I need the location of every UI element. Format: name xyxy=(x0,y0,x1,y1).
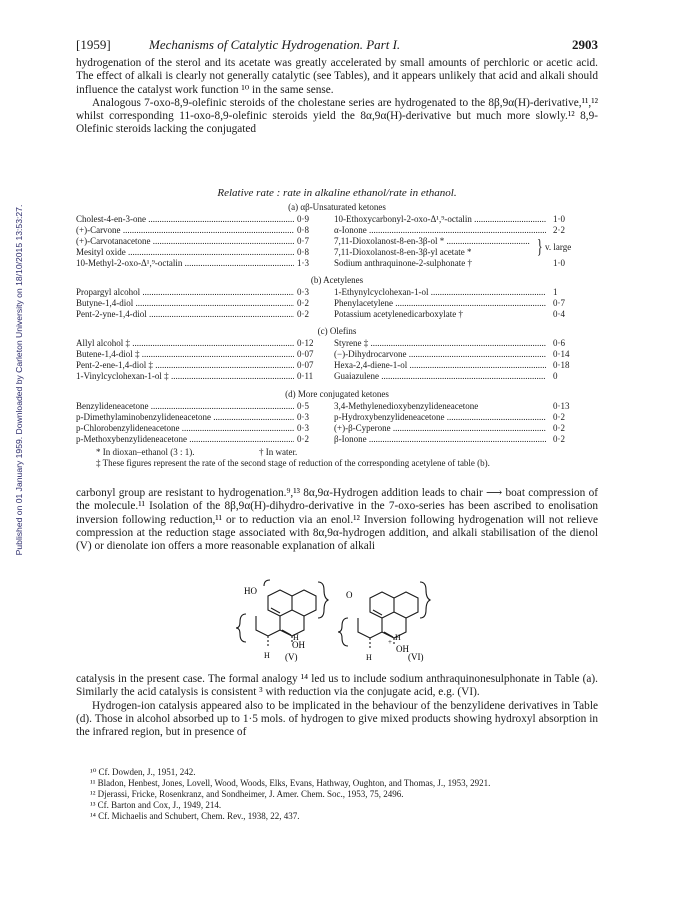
table-cell-value: 1·0 xyxy=(553,258,565,268)
table-cell-name: Propargyl alcohol ..... xyxy=(76,287,294,297)
header-year: [1959] xyxy=(76,37,111,52)
body-bottom xyxy=(76,673,598,739)
reference: ¹³ Cf. Barton and Cox, J., 1949, 214. xyxy=(90,800,222,810)
reference: ¹⁰ Cf. Dowden, J., 1951, 242. xyxy=(90,767,196,777)
table-cell-value: 1·3 xyxy=(297,258,309,268)
structure-V xyxy=(230,578,330,670)
table-title: Relative rate : rate in alkaline ethanol/rate in ethanol. xyxy=(217,187,457,199)
table-cell-name: Mesityl oxide ..... xyxy=(76,247,294,257)
table-cell-value: 0·6 xyxy=(553,338,565,348)
table-cell-name: Styrene ‡ ..... xyxy=(334,338,546,348)
reference: ¹¹ Bladon, Henbest, Jones, Lovell, Wood, Woods, Elks, Evans, Hathway, Oughton, and Thomas, J., 1953, 2921. xyxy=(90,778,491,788)
footnote-star: * In dioxan–ethanol (3 : 1). xyxy=(96,447,195,457)
table-cell-name: Pent-2-ene-1,4-diol ‡ ..... xyxy=(76,360,294,370)
table-cell-value: 0·5 xyxy=(297,401,309,411)
atom-label: H xyxy=(264,651,270,660)
table-cell-value: 0·2 xyxy=(553,412,565,422)
table-cell-name: 7,11-Dioxolanost-8-en-3β-yl acetate * xyxy=(334,247,472,257)
atom-label: O xyxy=(346,590,353,600)
paragraph: catalysis in the present case. The formal analogy ¹⁴ led us to include sodium anthraquinonesulphonate in Table (a). Similarly the acid catalysis is consistent ³ with reduction via the conjugate acid, e.g. (VI). xyxy=(76,673,598,699)
table-cell-value: 0 xyxy=(553,371,558,381)
table-cell-name: Guaiazulene ..... xyxy=(334,371,546,381)
table-cell-value: 0·8 xyxy=(297,247,309,257)
table-cell-value: 0·2 xyxy=(553,434,565,444)
table-cell-value: 0·14 xyxy=(553,349,570,359)
table-cell-value: 0·3 xyxy=(297,287,309,297)
table-cell-value: 0·07 xyxy=(297,360,314,370)
table-cell-value: 0·11 xyxy=(297,371,314,381)
table-cell-value: 0·3 xyxy=(297,423,309,433)
atom-label: H xyxy=(293,633,299,642)
table-cell-name: p-Chlorobenzylideneacetone ..... xyxy=(76,423,294,433)
table-cell-value: 0·9 xyxy=(297,214,309,224)
table-cell-name: Butene-1,4-diol ‡ ..... xyxy=(76,349,294,359)
table-cell-name: α-Ionone ..... xyxy=(334,225,546,235)
table-cell-value: 0·3 xyxy=(297,412,309,422)
atom-label: OH xyxy=(292,640,305,650)
table-section-label: (b) Acetylenes xyxy=(310,275,364,285)
paragraph: hydrogenation of the sterol and its acetate was greatly accelerated by small amounts of perchloric or acetic acid. The effect of alkali is clearly not generally catalytic (see Tables), and it appears unlikely that acid and alkali should influence the catalyst work function ¹⁰ in the same sense. xyxy=(76,57,598,96)
reference: ¹⁴ Cf. Michaelis and Schubert, Chem. Rev., 1938, 22, 437. xyxy=(90,811,300,821)
table-cell-name: 3,4-Methylenedioxybenzylideneacetone xyxy=(334,401,479,411)
table-cell-value: 0·2 xyxy=(297,298,309,308)
table-cell-name: Benzylideneacetone ..... xyxy=(76,401,294,411)
reference: ¹² Djerassi, Fricke, Rosenkranz, and Sondheimer, J. Amer. Chem. Soc., 1953, 75, 2496. xyxy=(90,789,404,799)
structure-VI xyxy=(336,578,446,670)
table-cell-value: 1 xyxy=(553,287,558,297)
table-cell-name: p-Dimethylaminobenzylideneacetone ..... xyxy=(76,412,294,422)
table-cell-value: 0·2 xyxy=(553,423,565,433)
table-cell-value: 0·18 xyxy=(553,360,570,370)
table-section-label: (a) αβ-Unsaturated ketones xyxy=(288,202,386,212)
paragraph: Analogous 7-oxo-8,9-olefinic steroids of the cholestane series are hydrogenated to the 8β,9α(H)-derivative,¹¹,¹² whilst corresponding 11-oxo-8,9-olefinic steroids yield the 8α,9α(H)-derivative but much more slowly.¹² 8,9-Olefinic steroids lacking the conjugated xyxy=(76,96,598,136)
table-cell-name: Sodium anthraquinone-2-sulphonate † xyxy=(334,258,472,268)
atom-label: H xyxy=(366,653,372,662)
table-cell-value: 2·2 xyxy=(553,225,565,235)
charge-label: + xyxy=(388,638,392,646)
table-section-label: (c) Olefins xyxy=(317,326,357,336)
body-mid xyxy=(76,487,598,553)
table-cell-value: 1·0 xyxy=(553,214,565,224)
table-cell-name: 10-Methyl-2-oxo-Δ¹,⁹-octalin ..... xyxy=(76,258,294,268)
table-cell-name: Butyne-1,4-diol ..... xyxy=(76,298,294,308)
table-cell-name: (−)-Dihydrocarvone ..... xyxy=(334,349,546,359)
table-cell-value: 0·2 xyxy=(297,434,309,444)
table-cell-name: Pent-2-yne-1,4-diol ..... xyxy=(76,309,294,319)
table-cell-name: 10-Ethoxycarbonyl-2-oxo-Δ¹,⁹-octalin ..... xyxy=(334,214,546,224)
table-cell-name: 1-Ethynylcyclohexan-1-ol ..... xyxy=(334,287,546,297)
table-cell-value: 0·13 xyxy=(553,401,570,411)
page-number: 2903 xyxy=(572,37,598,52)
table-cell-name: Phenylacetylene ..... xyxy=(334,298,546,308)
table-cell-name: Allyl alcohol ‡ ..... xyxy=(76,338,294,348)
table-cell-name: (+)-Carvotanacetone ..... xyxy=(76,236,294,246)
table-cell-name: β-Ionone ..... xyxy=(334,434,546,444)
body-top xyxy=(76,57,598,137)
atom-label: H xyxy=(395,633,401,642)
atom-label: OH xyxy=(396,644,409,654)
footnote-dagger: † In water. xyxy=(258,447,298,457)
table-cell-name: Cholest-4-en-3-one ..... xyxy=(76,214,294,224)
table-cell-value: 0·2 xyxy=(297,309,309,319)
atom-label: HO xyxy=(244,586,257,596)
header-title: Mechanisms of Catalytic Hydrogenation. Part I. xyxy=(149,37,401,52)
table-cell-name: (+)-β-Cyperone ..... xyxy=(334,423,546,433)
side-note-text: Published on 01 January 1959. Downloaded by Carleton University on 18/10/2015 13:53:27. xyxy=(14,204,24,556)
paragraph: Hydrogen-ion catalysis appeared also to be implicated in the behaviour of the benzylidene derivatives in Table (d). Those in alcohol absorbed up to 1·5 mols. of hydrogen to give mixed products showing hydroxyl absorption in the infrared region, but in presence of xyxy=(76,699,598,739)
table-section-label: (d) More conjugated ketones xyxy=(285,389,389,399)
structure-label: (VI) xyxy=(408,652,424,662)
table-cell-name: Hexa-2,4-diene-1-ol ..... xyxy=(334,360,546,370)
table-cell-name: p-Methoxybenzylideneacetone ..... xyxy=(76,434,294,444)
table-cell-value: v. large xyxy=(545,242,572,252)
table-cell-name: Potassium acetylenedicarboxylate † xyxy=(334,309,463,319)
table-cell-value: 0·8 xyxy=(297,225,309,235)
table-cell-name: 7,11-Dioxolanost-8-en-3β-ol * ..... xyxy=(334,236,530,246)
brace-symbol: } xyxy=(536,236,543,258)
table-cell-name: 1-Vinylcyclohexan-1-ol ‡ ..... xyxy=(76,371,294,381)
table-cell-name: (+)-Carvone ..... xyxy=(76,225,294,235)
table-cell-name: p-Hydroxybenzylideneacetone ..... xyxy=(334,412,546,422)
paragraph: carbonyl group are resistant to hydrogenation.⁹,¹³ 8α,9α-Hydrogen addition leads to chair ⟶ boat compression of the molecule.¹¹ Isolation of the 8β,9α(H)-dihydro-derivative in the 7-oxo-series has been ascribed to enolisation inversion following reduction,¹¹ or to reduction via an enol.¹² Inversion following hydrogenation will not relieve compression at the reduction stage associated with 8α,9α-hydrogen addition, and alkali stabilisation of the dienol (V) or dienolate ion offers a more reasonable explanation of alkali xyxy=(76,487,598,553)
references xyxy=(76,767,598,822)
table-cell-value: 0·4 xyxy=(553,309,565,319)
footnote-ddagger: ‡ These figures represent the rate of the second stage of reduction of the corresponding acetylene of table (b). xyxy=(96,457,490,468)
table-cell-value: 0·7 xyxy=(553,298,565,308)
table-cell-value: 0·7 xyxy=(297,236,309,246)
table-cell-value: 0·12 xyxy=(297,338,314,348)
structure-label: (V) xyxy=(285,652,298,662)
table-footnotes xyxy=(76,447,598,468)
download-side-note xyxy=(2,150,24,610)
running-header xyxy=(76,37,598,53)
table-cell-value: 0·07 xyxy=(297,349,314,359)
